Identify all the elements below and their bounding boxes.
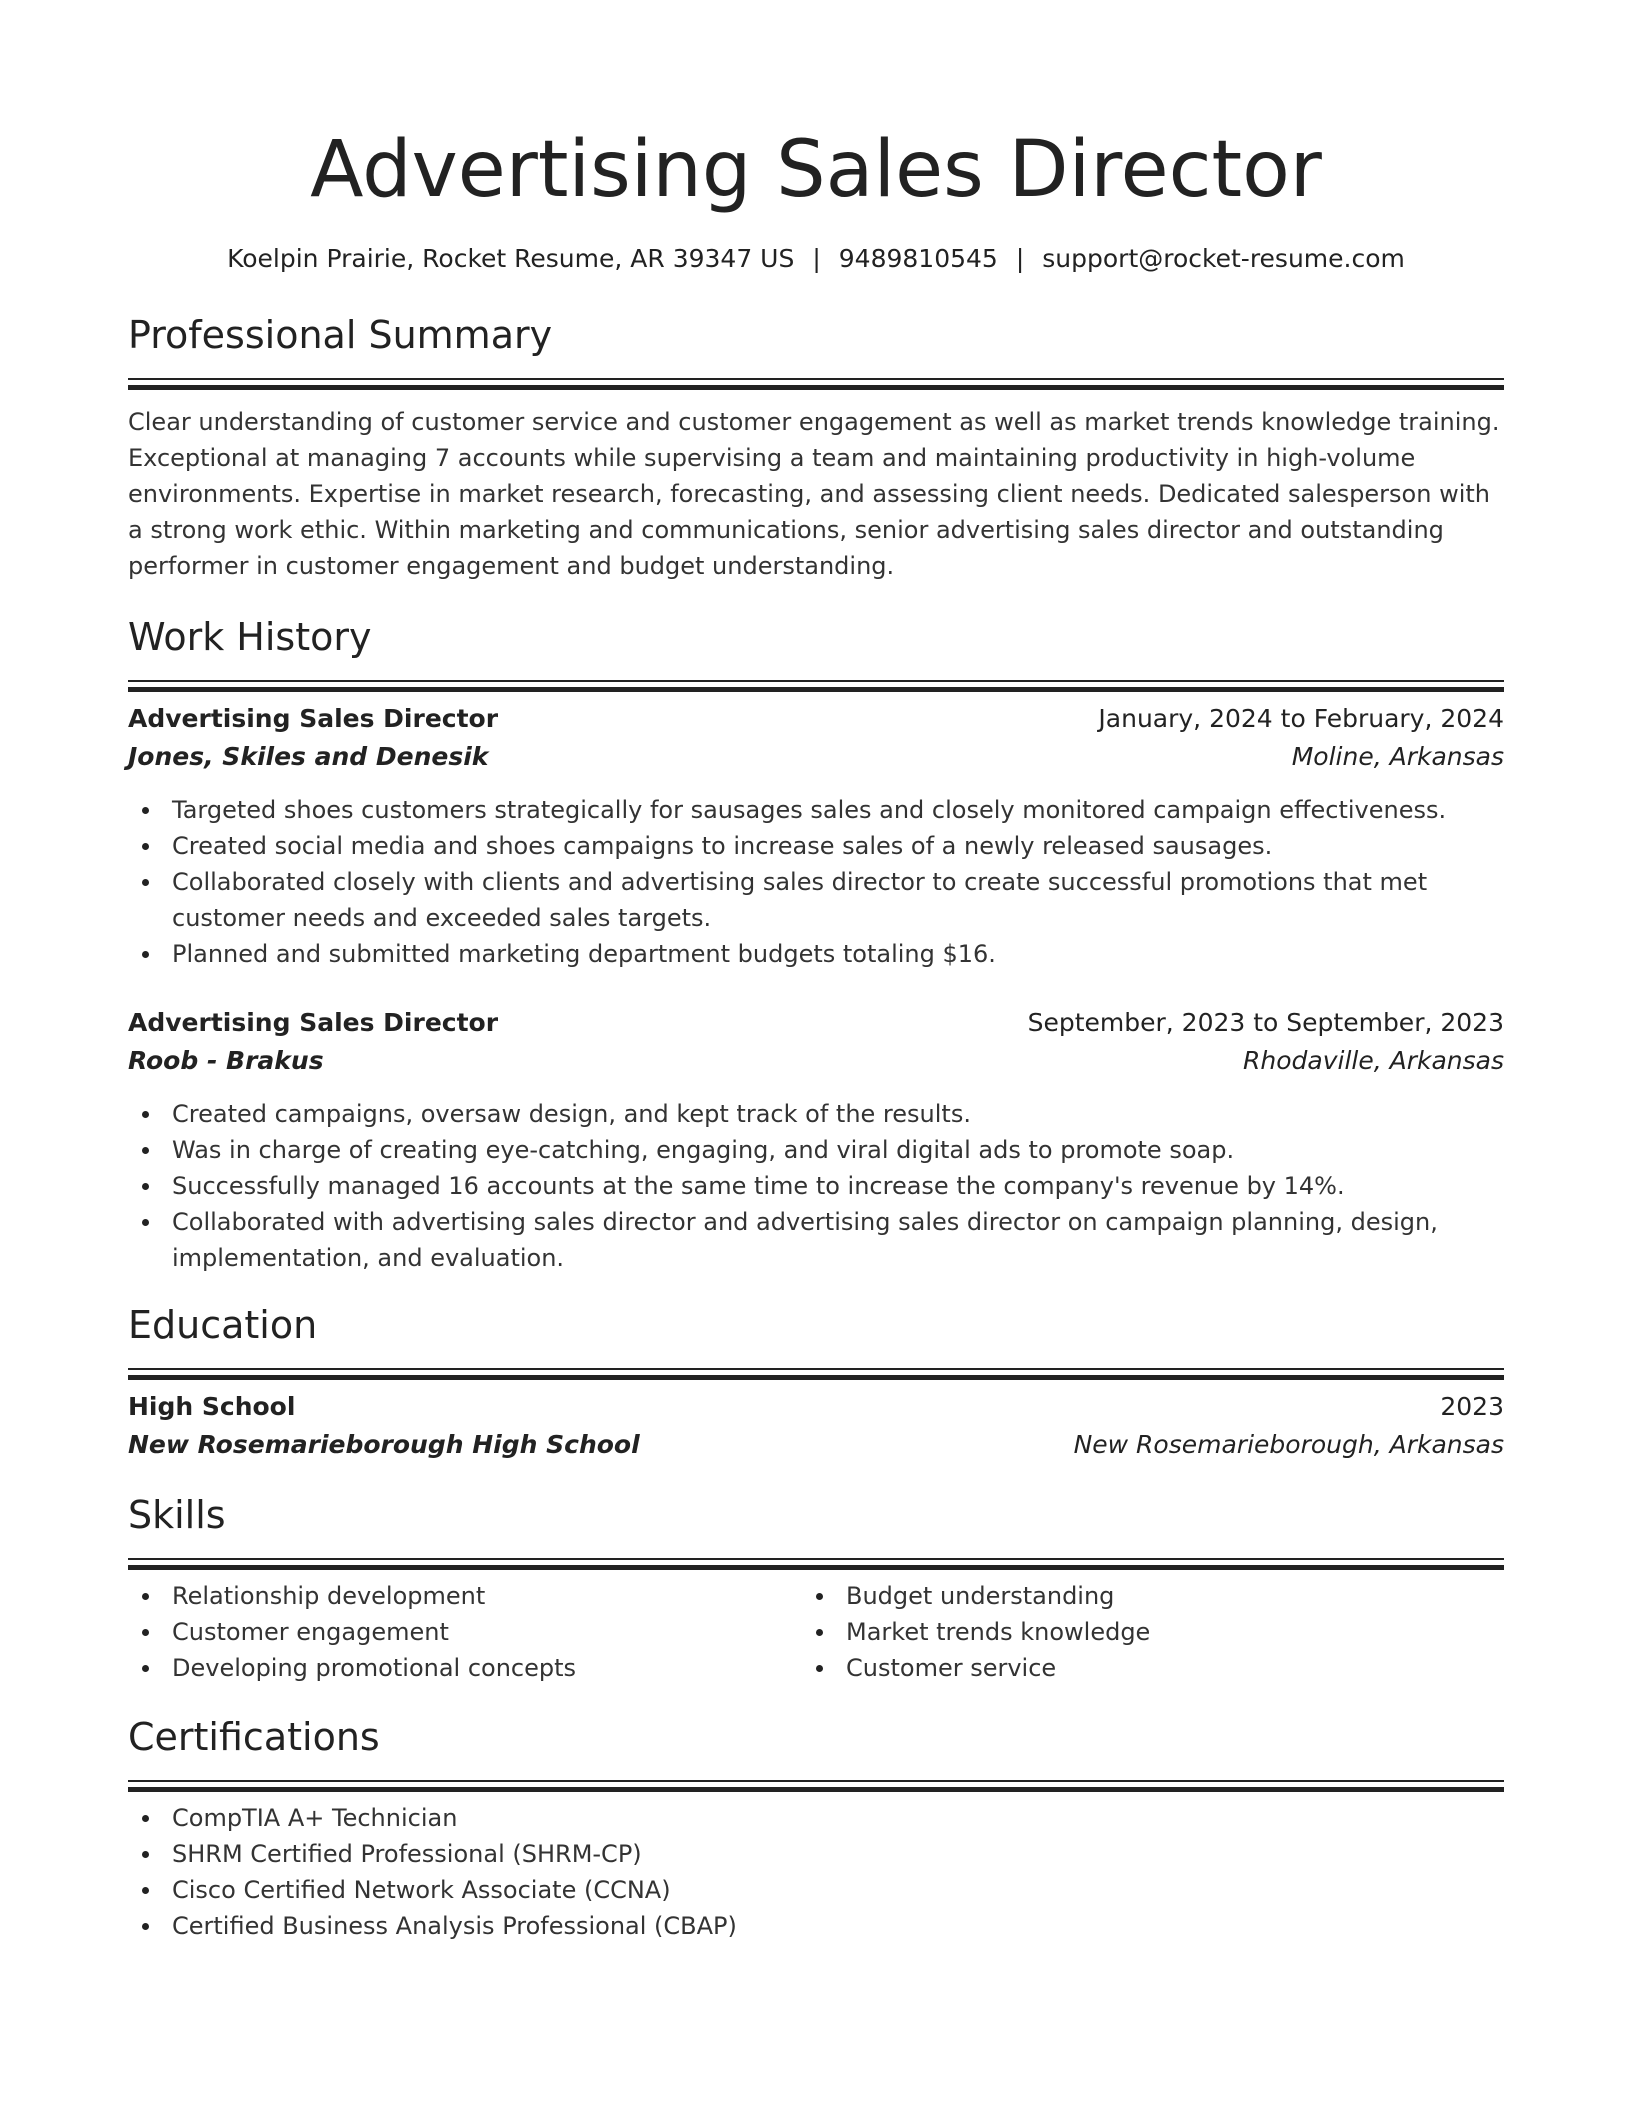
list-item: SHRM Certified Professional (SHRM-CP) xyxy=(128,1836,1504,1872)
job-company-row xyxy=(128,1042,1504,1080)
job-header-row xyxy=(128,700,1504,738)
job-bullet-list xyxy=(128,792,1504,972)
job-dates: January, 2024 to February, 2024 xyxy=(1098,704,1504,733)
contact-line xyxy=(128,242,1504,276)
section-heading-skills: Skills xyxy=(128,1493,226,1537)
list-item: Budget understanding xyxy=(802,1578,1490,1614)
summary-text: Clear understanding of customer service and customer engagement as well as market trends knowledge training. Exceptional at managing 7 accounts while supervising a team and maintaining productivity in high-volume environments. Expertise in market research, forecasting, and assessing client needs. Dedicated salesperson with a strong work ethic. Within marketing and communications, senior advertising sales director and outstanding performer in customer engagement and budget understanding. xyxy=(128,408,1500,580)
section-heading-summary: Professional Summary xyxy=(128,313,553,357)
list-item: Developing promotional concepts xyxy=(128,1650,816,1686)
section-divider xyxy=(128,680,1504,682)
education-section xyxy=(128,1300,1504,1464)
education-school: New Rosemarieborough High School xyxy=(128,1430,640,1459)
list-item: Collaborated with advertising sales director and advertising sales director on campaign planning, design, implementation, and evaluation. xyxy=(128,1204,1504,1276)
section-heading-education: Education xyxy=(128,1303,318,1347)
contact-email[interactable]: support@rocket-resume.com xyxy=(1042,244,1405,273)
list-item: Collaborated closely with clients and advertising sales director to create successful promotions that met customer needs and exceeded sales targets. xyxy=(128,864,1504,936)
job-title: Advertising Sales Director xyxy=(128,704,499,733)
list-item: Created campaigns, oversaw design, and kept track of the results. xyxy=(128,1096,1504,1132)
section-divider xyxy=(128,1780,1504,1782)
section-heading-certifications: Certifications xyxy=(128,1715,380,1759)
certifications-section xyxy=(128,1712,1504,1944)
skills-columns xyxy=(128,1578,1504,1686)
list-item: Customer service xyxy=(802,1650,1490,1686)
list-item: Customer engagement xyxy=(128,1614,816,1650)
job-entry xyxy=(128,1004,1504,1276)
certifications-list xyxy=(128,1800,1504,1944)
list-item: Relationship development xyxy=(128,1578,816,1614)
list-item: Was in charge of creating eye-catching, engaging, and viral digital ads to promote soap. xyxy=(128,1132,1504,1168)
education-degree: High School xyxy=(128,1392,296,1421)
resume-title: Advertising Sales Director xyxy=(310,125,1322,215)
job-bullet-list xyxy=(128,1096,1504,1276)
list-item: Market trends knowledge xyxy=(802,1614,1490,1650)
skills-list-left xyxy=(128,1578,816,1686)
section-divider xyxy=(128,1368,1504,1370)
education-entry xyxy=(128,1388,1504,1464)
job-location: Rhodaville, Arkansas xyxy=(1243,1046,1504,1075)
education-school-row xyxy=(128,1426,1504,1464)
section-heading-work-history: Work History xyxy=(128,615,372,659)
contact-separator: | xyxy=(1015,244,1025,273)
list-item: Targeted shoes customers strategically for sausages sales and closely monitored campaign effectiveness. xyxy=(128,792,1504,828)
work-history-section xyxy=(128,612,1504,1276)
education-header-row xyxy=(128,1388,1504,1426)
job-location: Moline, Arkansas xyxy=(1291,742,1504,771)
list-item: Planned and submitted marketing department budgets totaling $16. xyxy=(128,936,1504,972)
job-company: Jones, Skiles and Denesik xyxy=(128,742,489,771)
list-item: Created social media and shoes campaigns to increase sales of a newly released sausages. xyxy=(128,828,1504,864)
contact-address: Koelpin Prairie, Rocket Resume, AR 39347 US xyxy=(227,244,795,273)
job-company-row xyxy=(128,738,1504,776)
list-item: Cisco Certified Network Associate (CCNA) xyxy=(128,1872,1504,1908)
summary-section xyxy=(128,310,1504,584)
job-title: Advertising Sales Director xyxy=(128,1008,499,1037)
job-header-row xyxy=(128,1004,1504,1042)
list-item: Certified Business Analysis Professional (CBAP) xyxy=(128,1908,1504,1944)
education-year: 2023 xyxy=(1440,1392,1504,1421)
job-entry xyxy=(128,700,1504,972)
education-location: New Rosemarieborough, Arkansas xyxy=(1073,1430,1504,1459)
section-divider xyxy=(128,378,1504,380)
job-company: Roob - Brakus xyxy=(128,1046,324,1075)
skills-section xyxy=(128,1490,1504,1686)
list-item: Successfully managed 16 accounts at the same time to increase the company's revenue by 14%. xyxy=(128,1168,1504,1204)
resume-page xyxy=(128,0,1504,1944)
contact-phone: 9489810545 xyxy=(838,244,998,273)
job-dates: September, 2023 to September, 2023 xyxy=(1027,1008,1504,1037)
contact-separator: | xyxy=(812,244,821,273)
list-item: CompTIA A+ Technician xyxy=(128,1800,1504,1836)
skills-list-right xyxy=(802,1578,1490,1686)
section-divider xyxy=(128,1558,1504,1560)
